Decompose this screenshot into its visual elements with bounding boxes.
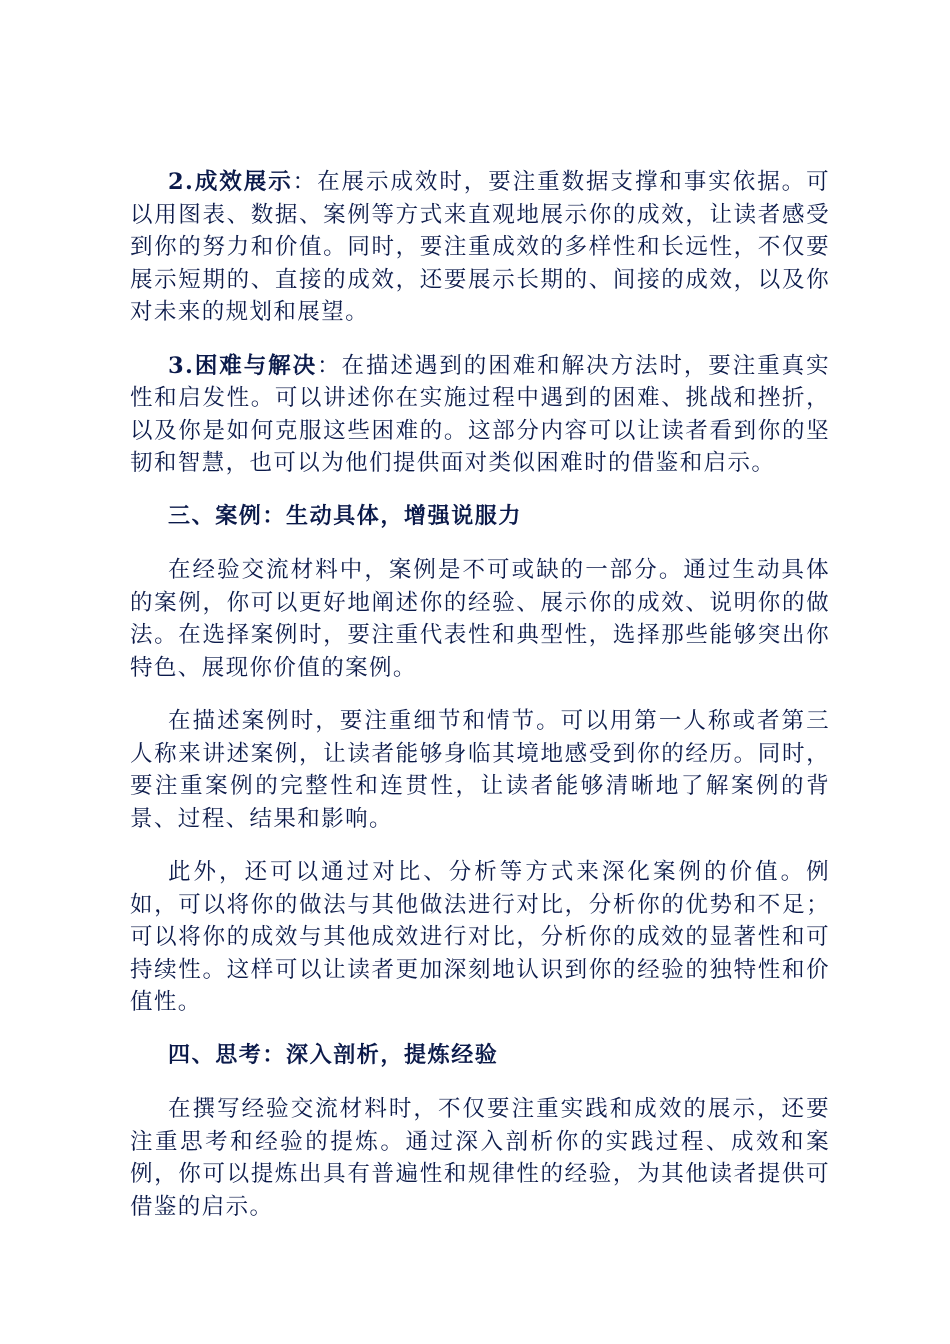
lead-separator: ： (292, 169, 318, 195)
paragraph-text: 在展示成效时，要注重数据支撑和事实依据。可以用图表、数据、案例等方式来直观地展示你的成效，让读者感受到你的努力和价值。同时，要注重成效的多样性和长远性，不仅要展示短期的、直接的成效，还要展示长期的、间接的成效，以及你对未来的规划和展望。 (130, 169, 830, 325)
paragraph-reflection (130, 1093, 830, 1223)
paragraph-text: 在经验交流材料中，案例是不可或缺的一部分。通过生动具体的案例，你可以更好地阐述你的经验、展示你的成效、说明你的做法。在选择案例时，要注重代表性和典型性，选择那些能够突出你特色、展现你价值的案例。 (130, 557, 830, 681)
paragraph-text: 在描述遇到的困难和解决方法时，要注重真实性和启发性。可以讲述你在实施过程中遇到的困难、挑战和挫折，以及你是如何克服这些困难的。这部分内容可以让读者看到你的坚韧和智慧，也可以为他们提供面对类似困难时的借鉴和启示。 (130, 352, 830, 476)
paragraph-results (130, 166, 830, 329)
document-page (130, 166, 830, 1244)
paragraph-cases-intro (130, 554, 830, 684)
section-heading-reflection: 四、思考：深入剖析，提炼经验 (168, 1042, 499, 1068)
paragraph-lead: 3.困难与解决 (168, 352, 318, 379)
section-heading-cases: 三、案例：生动具体，增强说服力 (168, 503, 523, 529)
paragraph-text: 在描述案例时，要注重细节和情节。可以用第一人称或者第三人称来讲述案例，让读者能够身临其境地感受到你的经历。同时，要注重案例的完整性和连贯性，让读者能够清晰地了解案例的背景、过程、结果和影响。 (130, 708, 830, 832)
paragraph-text: 在撰写经验交流材料时，不仅要注重实践和成效的展示，还要注重思考和经验的提炼。通过深入剖析你的实践过程、成效和案例，你可以提炼出具有普遍性和规律性的经验，为其他读者提供可借鉴的启示。 (130, 1096, 830, 1220)
paragraph-cases-detail (130, 705, 830, 835)
paragraph-cases-analysis (130, 856, 830, 1019)
lead-separator: ： (317, 352, 342, 379)
paragraph-text: 此外，还可以通过对比、分析等方式来深化案例的价值。例如，可以将你的做法与其他做法进行对比，分析你的优势和不足；可以将你的成效与其他成效进行对比，分析你的成效的显著性和可持续性。这样可以让读者更加深刻地认识到你的经验的独特性和价值性。 (130, 859, 830, 1015)
paragraph-difficulties (130, 350, 830, 480)
paragraph-lead: 2.成效展示 (168, 169, 293, 195)
